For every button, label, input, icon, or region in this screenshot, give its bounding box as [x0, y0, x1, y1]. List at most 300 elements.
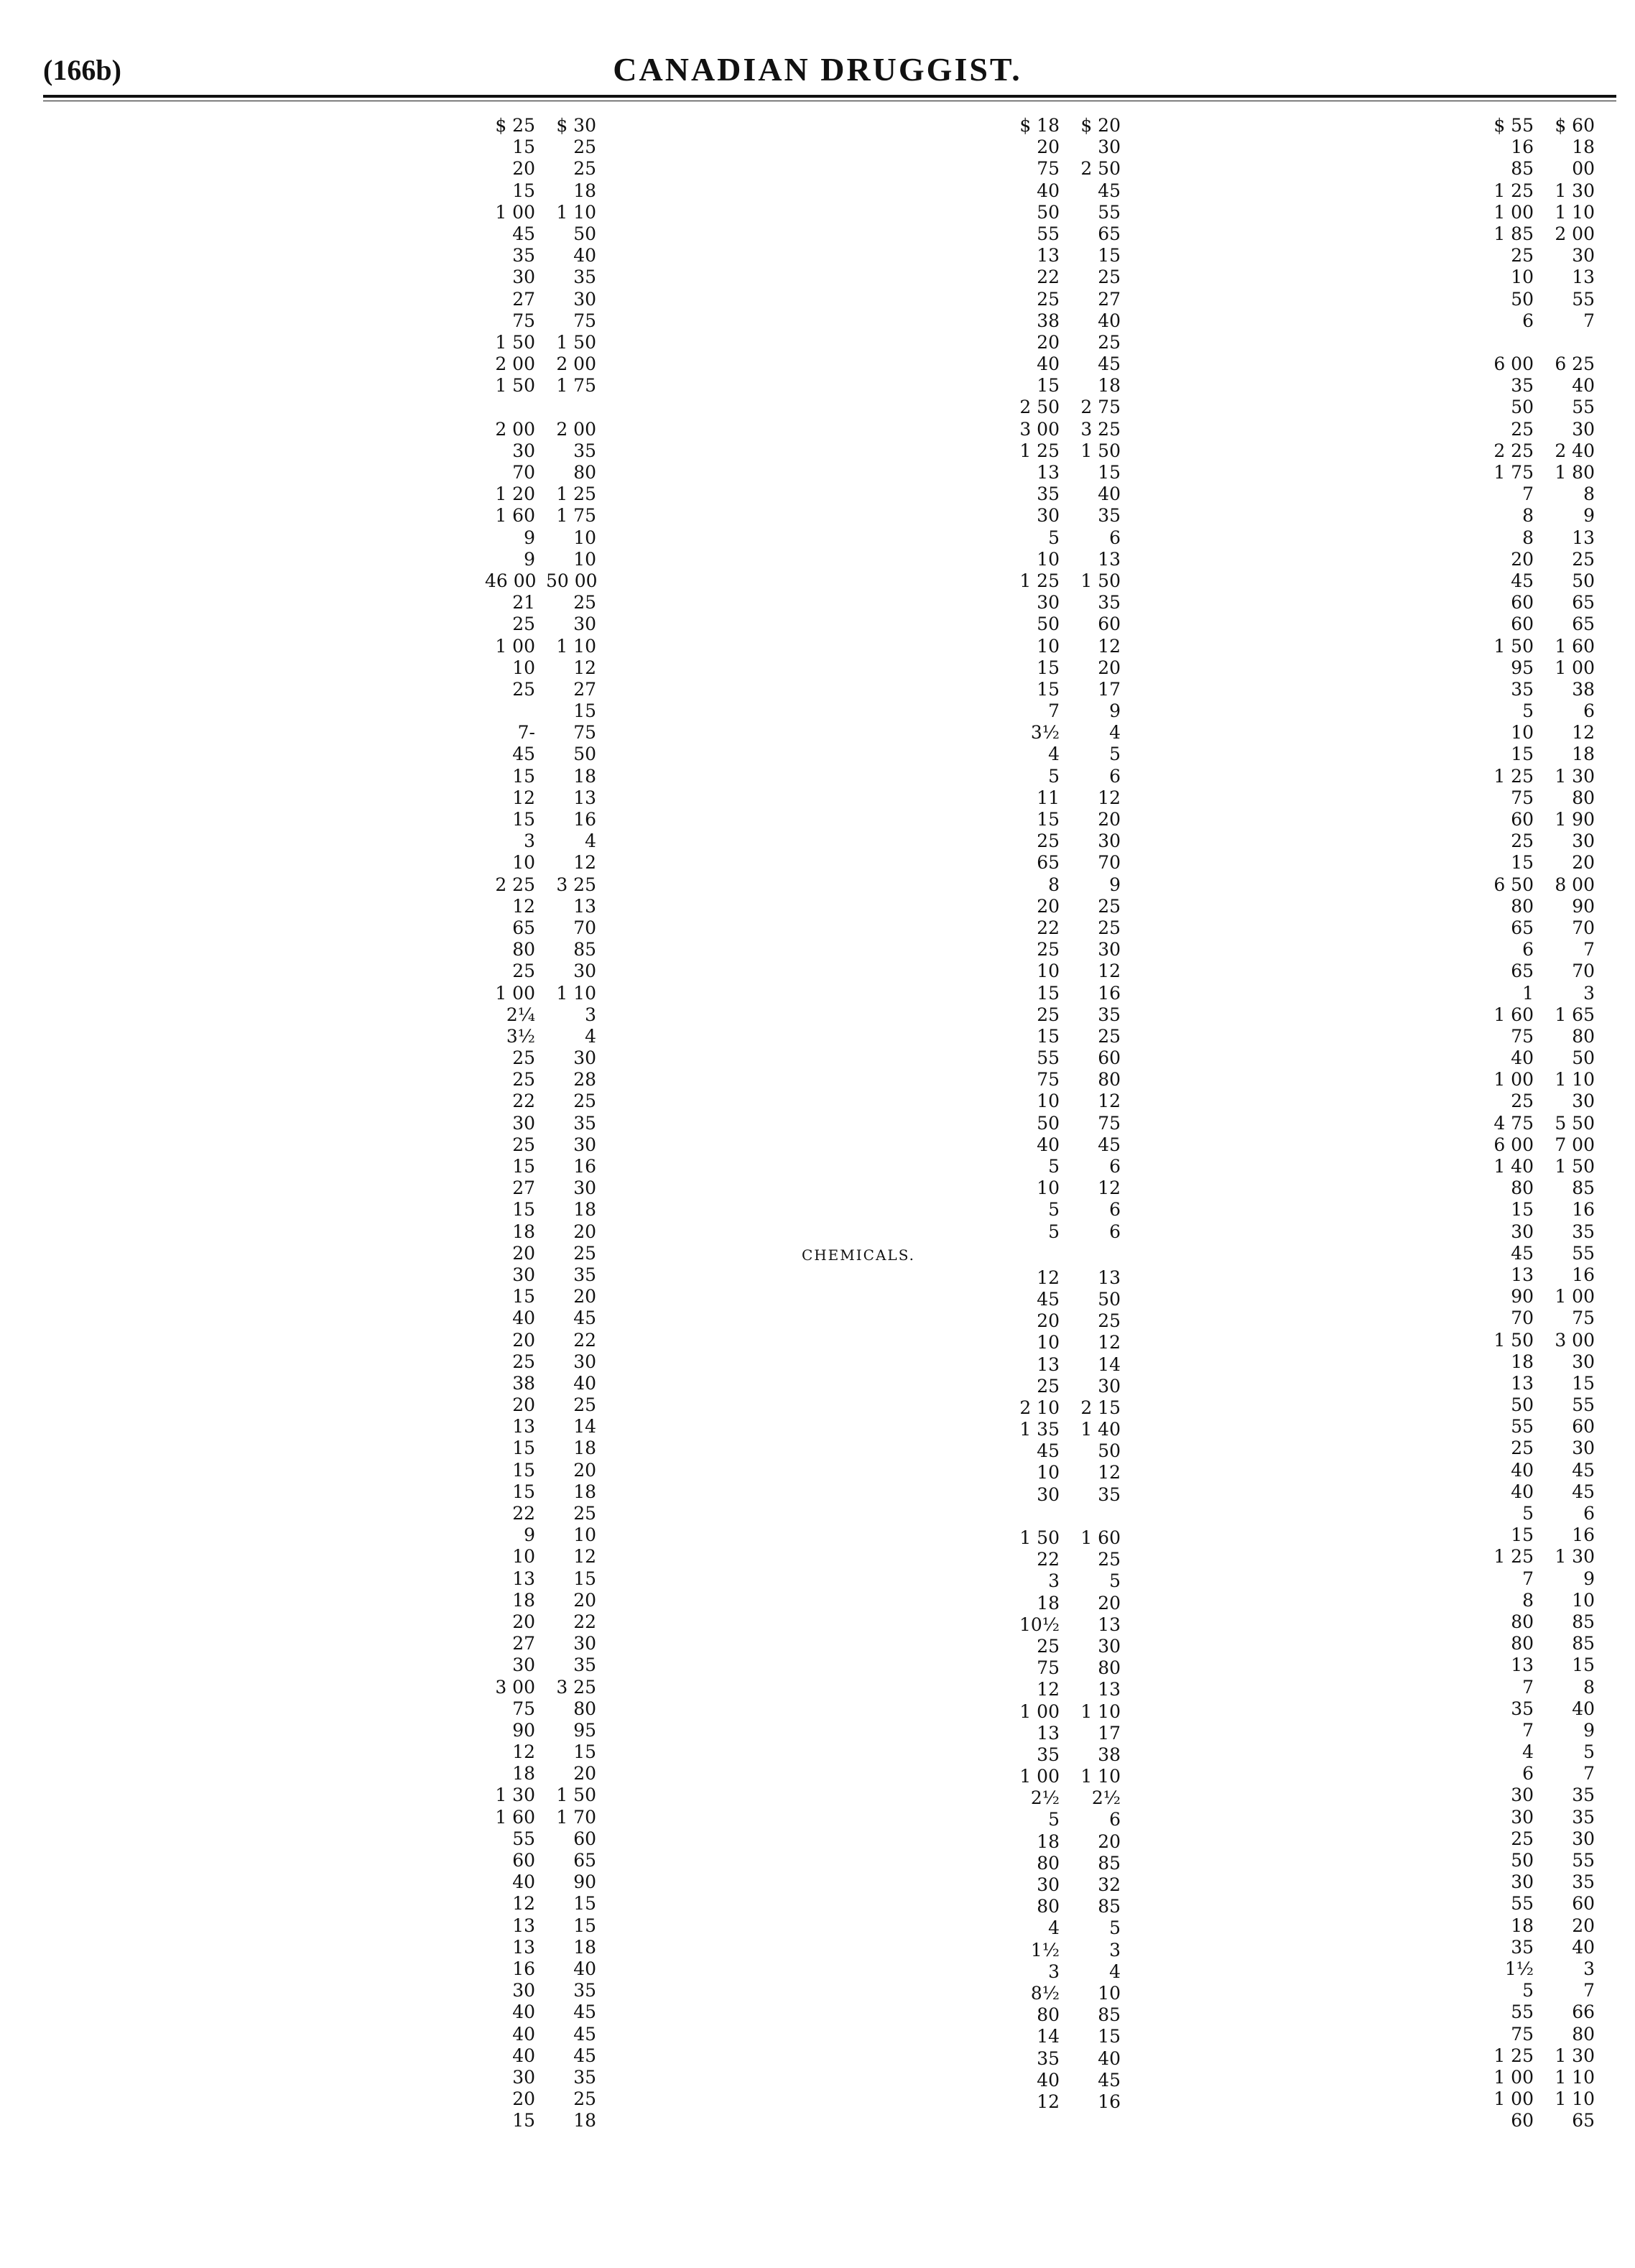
price-high: 13 [573, 787, 596, 808]
price-row [72, 1915, 596, 1937]
price-low: 65 [1008, 852, 1060, 874]
price-low: 50 [1008, 202, 1060, 223]
price-high: 27 [573, 678, 596, 700]
price-high: 25 [1098, 331, 1121, 353]
price-row [596, 2048, 1121, 2070]
price-row [1099, 2001, 1595, 2023]
price-row [72, 1416, 596, 1438]
price-high: 35 [1572, 1785, 1595, 1806]
price-row [1099, 1763, 1595, 1785]
price-low: 75 [1008, 1069, 1060, 1091]
price-high: 17 [1098, 1722, 1121, 1744]
price-high: 18 [573, 2110, 596, 2132]
price-high: 30 [1572, 1828, 1595, 1849]
price-high: 50 [1572, 1047, 1595, 1069]
price-row [72, 332, 596, 353]
price-high: 45 [1098, 1134, 1121, 1155]
price-high: 1 10 [1555, 2066, 1595, 2088]
price-row [72, 549, 596, 570]
price-high: 45 [573, 2001, 596, 2023]
price-row [596, 1896, 1121, 1917]
price-row [1099, 1069, 1595, 1091]
price-row [596, 462, 1121, 483]
price-low: 35 [1482, 1698, 1534, 1720]
price-high: 35 [573, 1112, 596, 1134]
price-row [1099, 657, 1595, 679]
price-row [72, 1524, 596, 1546]
price-row [1099, 874, 1595, 896]
price-row [596, 353, 1121, 375]
price-high: 30 [573, 1351, 596, 1372]
section-heading: CHEMICALS. [801, 1246, 916, 1264]
header-rule [43, 95, 1616, 98]
price-low: 1 60 [1482, 1004, 1534, 1026]
price-low: 50 [1482, 397, 1534, 418]
price-low: 45 [1482, 1243, 1534, 1264]
price-row [1099, 1893, 1595, 1915]
price-low: 1 25 [1482, 2045, 1534, 2067]
price-row [596, 1004, 1121, 1026]
price-high: 10 [573, 548, 596, 570]
price-row [596, 2004, 1121, 2026]
price-row [1099, 1524, 1595, 1546]
price-low: 60 [1482, 592, 1534, 614]
price-low: 7 [1482, 483, 1534, 505]
price-row [596, 592, 1121, 614]
price-high: 50 [1098, 1440, 1121, 1462]
price-low: 40 [1008, 1134, 1060, 1156]
price-row [1099, 115, 1595, 136]
price-row [72, 1330, 596, 1351]
price-low: 30 [483, 2067, 535, 2088]
price-row [72, 1307, 596, 1329]
price-low: 25 [483, 614, 535, 635]
price-low: 30 [1008, 592, 1060, 614]
price-low: 13 [1482, 1373, 1534, 1394]
price-row [72, 722, 596, 744]
price-low: 30 [1008, 1874, 1060, 1896]
price-high: 12 [1098, 1332, 1121, 1353]
price-high: 40 [1098, 2047, 1121, 2069]
price-low: 8 [1482, 505, 1534, 527]
price-low: 15 [483, 766, 535, 787]
price-low: 60 [483, 1850, 535, 1871]
price-high: 25 [1098, 267, 1121, 288]
price-low: 10½ [1008, 1614, 1060, 1636]
price-high: 1 50 [1080, 570, 1121, 591]
price-row [596, 570, 1121, 592]
price-row [72, 2088, 596, 2110]
price-low: 12 [483, 1893, 535, 1915]
price-high: 30 [573, 288, 596, 310]
price-low: 7 [1482, 1568, 1534, 1590]
price-low: 30 [483, 1980, 535, 2001]
price-high: 20 [573, 1763, 596, 1785]
price-high: 8 00 [1555, 874, 1595, 895]
price-high: 35 [1572, 1806, 1595, 1828]
price-low: 20 [1008, 332, 1060, 353]
price-row [596, 1961, 1121, 1983]
price-high: 18 [573, 1199, 596, 1221]
price-row [1099, 136, 1595, 158]
price-low: 20 [483, 1394, 535, 1416]
price-low: 46 00 [485, 570, 537, 591]
price-low: 15 [483, 1156, 535, 1177]
price-high: $ 30 [556, 115, 596, 136]
price-low: 2¼ [483, 1004, 535, 1026]
price-low: 15 [1482, 1524, 1534, 1546]
price-row [72, 614, 596, 635]
price-high: 35 [573, 440, 596, 461]
price-high: 7 [1583, 1980, 1595, 2001]
price-row [72, 2110, 596, 2132]
price-low: 30 [1008, 1484, 1060, 1506]
price-row [596, 722, 1121, 744]
price-high: 60 [573, 1828, 596, 1849]
price-row [596, 2091, 1121, 2113]
price-row [72, 158, 596, 180]
price-low: 13 [1008, 245, 1060, 267]
price-high: 55 [1572, 1394, 1595, 1416]
price-row [1099, 1156, 1595, 1177]
price-low: 50 [1008, 614, 1060, 635]
price-row [1099, 289, 1595, 310]
price-row [596, 983, 1121, 1004]
price-low: 70 [483, 462, 535, 483]
price-high: 13 [1572, 267, 1595, 288]
price-row [1099, 679, 1595, 700]
price-row [72, 874, 596, 896]
price-low: 20 [483, 1243, 535, 1264]
price-high: 30 [1098, 939, 1121, 961]
price-low: 1 85 [1482, 223, 1534, 245]
price-low: 25 [1008, 1376, 1060, 1397]
price-low: 12 [1008, 1679, 1060, 1700]
price-low: 1 00 [1482, 2067, 1534, 2088]
price-high: 12 [573, 1546, 596, 1568]
price-low: $ 25 [483, 115, 535, 136]
price-high: 40 [573, 1958, 596, 1979]
price-high: 10 [573, 1524, 596, 1546]
price-low: 1 40 [1482, 1156, 1534, 1177]
price-low: 30 [1008, 505, 1060, 527]
price-high: 1 40 [1080, 1419, 1121, 1440]
price-low: 12 [483, 787, 535, 809]
price-low: 1 00 [1482, 202, 1534, 223]
price-high: 3 [585, 1004, 596, 1025]
price-low: 10 [1008, 1332, 1060, 1353]
price-high: 20 [573, 1286, 596, 1307]
price-low: 8 [1482, 1590, 1534, 1611]
price-row [1099, 1286, 1595, 1307]
price-low: 90 [483, 1720, 535, 1741]
price-high: 30 [1572, 1351, 1595, 1372]
price-low: 55 [1482, 1893, 1534, 1915]
price-high: 45 [1572, 1459, 1595, 1481]
price-row [596, 136, 1121, 158]
price-low: 4 [1008, 744, 1060, 765]
price-row [1099, 852, 1595, 874]
price-high: 35 [573, 1980, 596, 2001]
price-row [596, 1766, 1121, 1787]
price-low: 2 00 [483, 419, 535, 440]
price-row [72, 830, 596, 852]
price-high: 45 [1572, 1481, 1595, 1502]
price-row [596, 1069, 1121, 1091]
price-low: 40 [1482, 1481, 1534, 1503]
price-row [1099, 1677, 1595, 1698]
price-high: 10 [573, 527, 596, 548]
price-high: 1 70 [556, 1806, 596, 1828]
price-row [596, 1091, 1121, 1112]
price-high: 3 [1583, 982, 1595, 1004]
price-row [72, 636, 596, 657]
price-high: 1 00 [1555, 657, 1595, 678]
price-high: 1 10 [1080, 1700, 1121, 1722]
price-row [596, 1376, 1121, 1397]
price-high: 16 [1572, 1264, 1595, 1285]
price-low: 25 [483, 1069, 535, 1091]
price-high: 17 [1098, 678, 1121, 700]
price-low: 75 [1482, 2024, 1534, 2045]
price-high: 15 [1098, 2026, 1121, 2047]
price-low: 10 [1008, 1462, 1060, 1484]
price-high: 6 [1109, 765, 1121, 787]
price-high: 65 [1098, 223, 1121, 244]
price-row [1099, 1980, 1595, 2001]
price-low: 45 [1008, 1289, 1060, 1310]
price-low: 80 [1482, 1177, 1534, 1199]
price-high: 35 [573, 1654, 596, 1676]
price-row [72, 527, 596, 549]
price-low: 10 [1008, 1177, 1060, 1199]
price-low: 10 [483, 657, 535, 679]
price-low: 13 [483, 1416, 535, 1438]
price-high: 60 [1098, 614, 1121, 635]
price-high: 16 [1098, 982, 1121, 1004]
price-low: 8 [1008, 874, 1060, 896]
price-high: 25 [573, 158, 596, 180]
price-row [1099, 1264, 1595, 1286]
price-high: 12 [1572, 722, 1595, 744]
price-row [596, 1809, 1121, 1830]
price-row [596, 1506, 1121, 1527]
price-row [72, 397, 596, 418]
price-row [1099, 1633, 1595, 1654]
price-low: 1 60 [483, 1807, 535, 1828]
price-low: 2 50 [1008, 397, 1060, 418]
price-low: 40 [1008, 353, 1060, 375]
price-low: 10 [1008, 961, 1060, 982]
price-low: 40 [1008, 2070, 1060, 2091]
price-high: 30 [1098, 1375, 1121, 1397]
price-high: 55 [1098, 201, 1121, 223]
price-row [72, 1156, 596, 1177]
price-row [72, 289, 596, 310]
price-row [72, 1264, 596, 1286]
price-row [1099, 809, 1595, 830]
price-row [596, 2026, 1121, 2047]
price-high: 15 [1572, 1654, 1595, 1676]
price-low: 15 [483, 1199, 535, 1221]
price-high: 1 10 [1080, 1766, 1121, 1787]
price-high: 7 [1583, 939, 1595, 961]
price-high: 15 [1572, 1372, 1595, 1394]
price-high: 60 [1098, 1047, 1121, 1069]
price-low: $ 18 [1008, 115, 1060, 136]
price-low: 1 20 [483, 483, 535, 505]
price-low: 30 [483, 440, 535, 462]
price-row [72, 1481, 596, 1503]
price-high: 2 00 [556, 418, 596, 440]
price-low: 16 [1482, 136, 1534, 158]
price-low: 38 [483, 1373, 535, 1394]
price-row [596, 1853, 1121, 1874]
price-low: 40 [483, 1871, 535, 1893]
price-row [72, 1958, 596, 1980]
price-row [1099, 332, 1595, 353]
price-low: 18 [1008, 1831, 1060, 1853]
price-low: 18 [1008, 1593, 1060, 1614]
price-row [596, 1636, 1121, 1657]
price-row [72, 939, 596, 961]
price-low: 13 [1008, 462, 1060, 483]
price-high: 12 [1098, 1091, 1121, 1112]
price-high: 18 [573, 1481, 596, 1502]
price-low: 5 [1008, 1199, 1060, 1221]
price-high: 15 [1098, 245, 1121, 267]
price-row [72, 267, 596, 288]
price-high: 60 [1572, 1893, 1595, 1915]
price-high: 50 [1098, 1288, 1121, 1310]
price-low: 90 [1482, 1286, 1534, 1307]
price-low: 25 [1008, 939, 1060, 961]
price-row [72, 1351, 596, 1373]
price-low: 2 00 [483, 353, 535, 375]
price-row [596, 1657, 1121, 1679]
price-low: 20 [483, 1611, 535, 1633]
price-row [72, 202, 596, 223]
price-low: 6 00 [1482, 1134, 1534, 1156]
price-low: 35 [1008, 1744, 1060, 1766]
price-low: 45 [1008, 1440, 1060, 1462]
price-low: 1 50 [1482, 636, 1534, 657]
price-row [1099, 1937, 1595, 1958]
price-row [596, 1917, 1121, 1939]
price-low: 60 [1482, 614, 1534, 635]
price-high: 70 [573, 917, 596, 938]
price-low: 21 [483, 592, 535, 614]
price-row [1099, 636, 1595, 657]
price-high: 25 [573, 136, 596, 158]
price-high: 13 [1098, 1267, 1121, 1288]
price-high: 10 [1098, 1982, 1121, 2004]
price-row [72, 1113, 596, 1134]
price-row [72, 245, 596, 267]
price-row [596, 1026, 1121, 1047]
price-row [72, 1633, 596, 1654]
price-low: 75 [483, 1698, 535, 1720]
price-row [596, 527, 1121, 549]
price-row [596, 744, 1121, 765]
price-row [596, 180, 1121, 202]
price-row [596, 1484, 1121, 1506]
price-low: 1 25 [1482, 180, 1534, 202]
price-high: 38 [1098, 1744, 1121, 1765]
price-low: 5 [1482, 1980, 1534, 2001]
price-row [72, 1091, 596, 1112]
price-high: 1 10 [1555, 1069, 1595, 1091]
page-number: (166b) [43, 54, 121, 86]
price-row [72, 375, 596, 397]
price-high: 3 [1583, 1958, 1595, 1979]
price-high: 90 [573, 1871, 596, 1893]
price-high: 18 [573, 765, 596, 787]
price-row [72, 766, 596, 787]
price-low: 3½ [1008, 722, 1060, 744]
price-high: 9 [1583, 505, 1595, 527]
price-high: 3 25 [556, 874, 596, 895]
price-low: 35 [483, 245, 535, 267]
price-high: 14 [1098, 1353, 1121, 1375]
price-low: 30 [1482, 1807, 1534, 1828]
price-low: 30 [483, 1264, 535, 1286]
price-high: 35 [1098, 592, 1121, 614]
price-high: 40 [1098, 483, 1121, 505]
price-low: 4 [1482, 1741, 1534, 1763]
price-low: 1 60 [483, 505, 535, 527]
price-high: 25 [573, 1242, 596, 1264]
price-low: 15 [1008, 375, 1060, 397]
price-high: 55 [1572, 397, 1595, 418]
price-row [72, 2045, 596, 2067]
price-high: 6 25 [1555, 353, 1595, 375]
price-row [1099, 1438, 1595, 1459]
price-high: 20 [573, 1459, 596, 1481]
price-low: 7- [483, 722, 535, 744]
price-low: 3 00 [483, 1677, 535, 1698]
price-high: 40 [1098, 310, 1121, 331]
price-low: 1½ [1482, 1958, 1534, 1980]
price-low: 40 [483, 1307, 535, 1329]
price-row [72, 1871, 596, 1893]
price-high: 55 [1572, 1242, 1595, 1264]
price-row [596, 375, 1121, 397]
price-low: 6 [1482, 939, 1534, 961]
price-high: 50 00 [546, 570, 598, 591]
price-high: 80 [1572, 2023, 1595, 2045]
price-row [596, 397, 1121, 418]
price-row [596, 1397, 1121, 1419]
price-row [1099, 1243, 1595, 1264]
price-row [72, 2067, 596, 2088]
price-low: 35 [1008, 483, 1060, 505]
price-high: 30 [573, 614, 596, 635]
price-low: 30 [1482, 1221, 1534, 1243]
price-row [1099, 1503, 1595, 1524]
price-low: 60 [1482, 809, 1534, 830]
price-low: 80 [483, 939, 535, 961]
price-low: 25 [1008, 289, 1060, 310]
price-row [1099, 830, 1595, 852]
price-low: 6 [1482, 310, 1534, 332]
price-row [1099, 700, 1595, 722]
price-low: 18 [1482, 1351, 1534, 1373]
price-row [596, 1462, 1121, 1484]
price-low: 5 [1008, 1221, 1060, 1243]
price-row [1099, 592, 1595, 614]
price-row [72, 961, 596, 982]
